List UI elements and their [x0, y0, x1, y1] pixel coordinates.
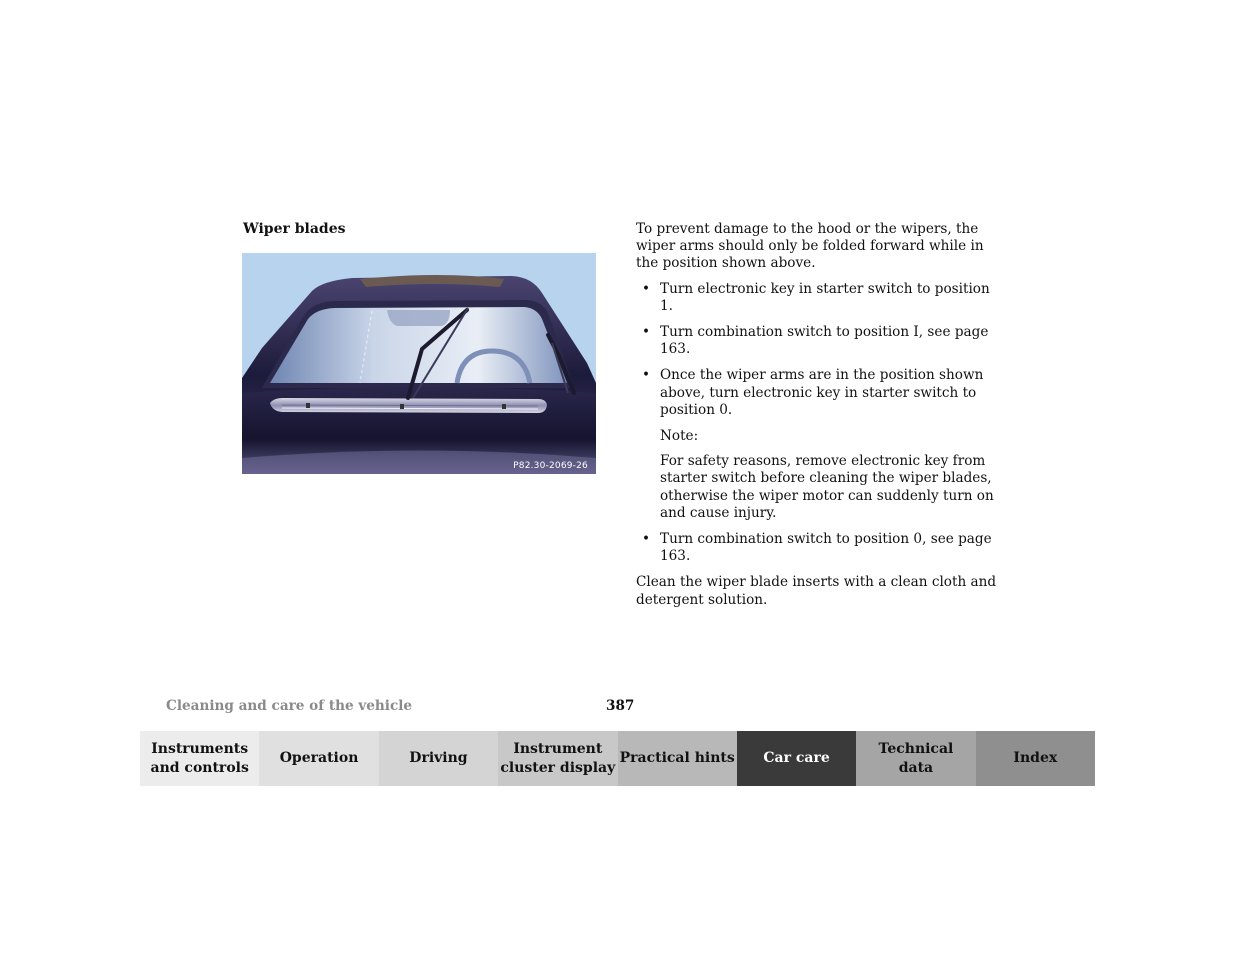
list-item: • Once the wiper arms are in the position shown above, turn electronic key in starter switch to position 0. [636, 367, 998, 419]
intro-paragraph: To prevent damage to the hood or the wipers, the wiper arms should only be folded forward while in the position shown above. [636, 221, 984, 272]
closing-paragraph: Clean the wiper blade inserts with a clean cloth and detergent solution. [636, 574, 997, 608]
section-title: Wiper blades [243, 221, 346, 237]
footer-section-name: Cleaning and care of the vehicle [166, 698, 413, 714]
list-item: • Turn combination switch to position I, see page 163. [636, 324, 998, 358]
safety-note [636, 428, 998, 522]
page-number: 387 [606, 698, 635, 714]
tab-technical-data[interactable]: Technical data [856, 731, 975, 786]
instructions-column [636, 221, 998, 609]
instruction-list [636, 281, 998, 419]
car-windshield-illustration [242, 253, 596, 474]
tab-practical-hints[interactable]: Practical hints [618, 731, 737, 786]
instruction-list-continued [636, 531, 998, 565]
note-heading: Note: [660, 428, 699, 445]
list-item: • Turn combination switch to position 0, see page 163. [636, 531, 998, 565]
tab-index[interactable]: Index [976, 731, 1095, 786]
tab-instrument-cluster-display[interactable]: Instrument cluster display [498, 731, 617, 786]
list-item: • Turn electronic key in starter switch to position 1. [636, 281, 998, 315]
chapter-nav-bar [140, 731, 1095, 786]
figure-code-label: P82.30-2069-26 [513, 461, 588, 471]
tab-instruments-and-controls[interactable]: Instruments and controls [140, 731, 259, 786]
tab-driving[interactable]: Driving [379, 731, 498, 786]
note-text: For safety reasons, remove electronic key from starter switch before cleaning the wiper blades, otherwise the wiper motor can suddenly turn on and cause injury. [660, 453, 994, 521]
tab-operation[interactable]: Operation [259, 731, 378, 786]
tab-car-care[interactable]: Car care [737, 731, 856, 786]
wiper-figure [242, 253, 596, 474]
